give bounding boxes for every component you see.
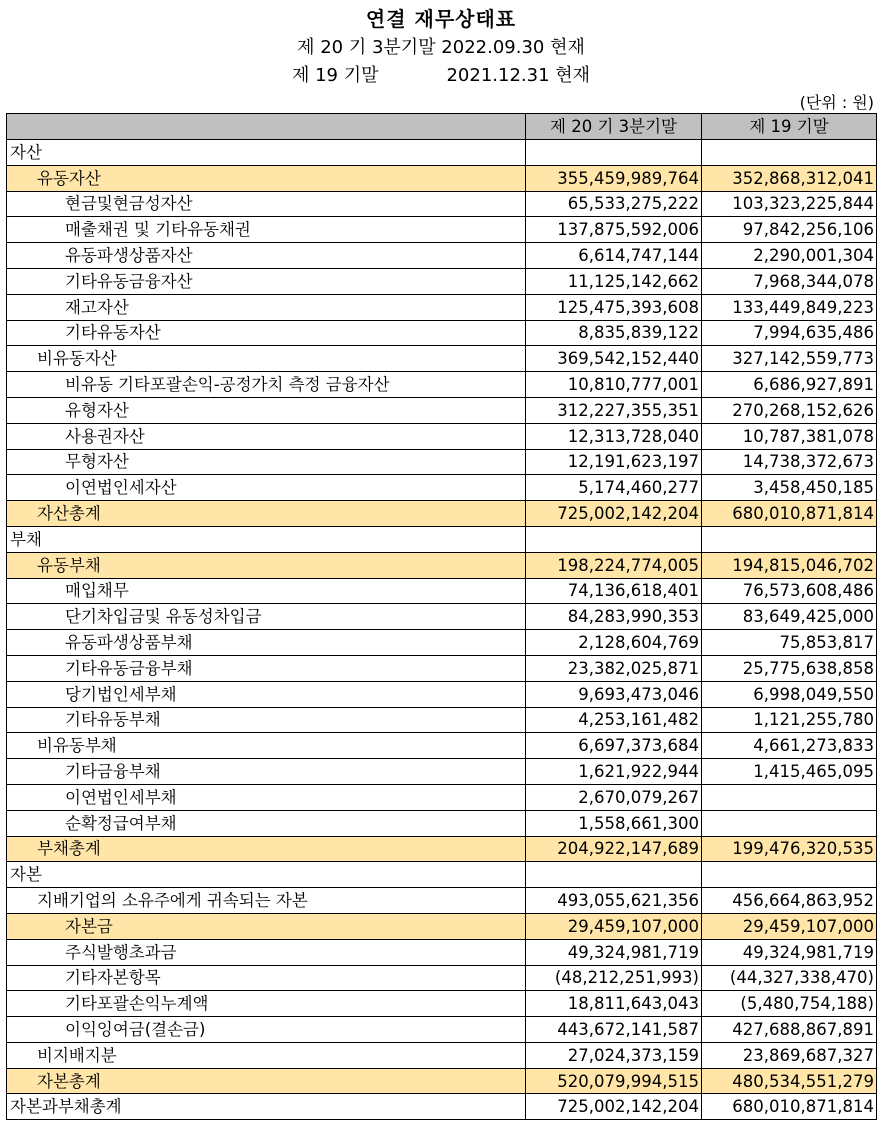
current-value-cell: 355,459,989,764 (526, 165, 702, 191)
table-row (7, 449, 877, 475)
previous-value-cell: 6,686,927,891 (702, 372, 877, 398)
current-value-cell: 369,542,152,440 (526, 346, 702, 372)
table-row (7, 268, 877, 294)
table-row (7, 991, 877, 1017)
previous-value-cell: 7,968,344,078 (702, 268, 877, 294)
previous-value-cell: 76,573,608,486 (702, 578, 877, 604)
current-value-cell: 198,224,774,005 (526, 552, 702, 578)
table-row (7, 836, 877, 862)
header-current-period: 제 20 기 3분기말 (526, 114, 702, 140)
previous-value-cell: 680,010,871,814 (702, 501, 877, 527)
current-value-cell (526, 526, 702, 552)
statement-title: 연결 재무상태표 (365, 7, 517, 31)
account-cell: 기타금융부채 (7, 759, 526, 785)
table-row (7, 397, 877, 423)
table-row (7, 423, 877, 449)
previous-value-cell: 25,775,638,858 (702, 655, 877, 681)
period-previous-date: 2021.12.31 현재 (446, 65, 591, 86)
previous-value-cell: 23,869,687,327 (702, 1042, 877, 1068)
account-cell: 매출채권 및 기타유동채권 (7, 217, 526, 243)
table-row (7, 655, 877, 681)
table-row (7, 217, 877, 243)
account-cell: 비유동 기타포괄손익-공정가치 측정 금융자산 (7, 372, 526, 398)
table-row (7, 372, 877, 398)
account-cell: 비지배지분 (7, 1042, 526, 1068)
table-row (7, 243, 877, 269)
account-cell: 지배기업의 소유주에게 귀속되는 자본 (7, 888, 526, 914)
account-cell: 자본과부채총계 (7, 1094, 526, 1120)
previous-value-cell: 7,994,635,486 (702, 320, 877, 346)
current-value-cell (526, 862, 702, 888)
current-value-cell: 1,558,661,300 (526, 810, 702, 836)
previous-value-cell: 456,664,863,952 (702, 888, 877, 914)
previous-value-cell: 270,268,152,626 (702, 397, 877, 423)
header-previous-period: 제 19 기말 (702, 114, 877, 140)
current-value-cell: 725,002,142,204 (526, 1094, 702, 1120)
previous-value-cell: 194,815,046,702 (702, 552, 877, 578)
table-row (7, 681, 877, 707)
table-row (7, 1068, 877, 1094)
balance-sheet-table (6, 113, 877, 1120)
account-cell: 유동파생상품자산 (7, 243, 526, 269)
current-value-cell: 312,227,355,351 (526, 397, 702, 423)
previous-value-cell: (5,480,754,188) (702, 991, 877, 1017)
previous-value-cell: 352,868,312,041 (702, 165, 877, 191)
account-cell: 매입채무 (7, 578, 526, 604)
previous-value-cell: 1,121,255,780 (702, 707, 877, 733)
previous-value-cell (702, 862, 877, 888)
current-value-cell: 204,922,147,689 (526, 836, 702, 862)
previous-value-cell (702, 526, 877, 552)
previous-value-cell: 327,142,559,773 (702, 346, 877, 372)
previous-value-cell: 1,415,465,095 (702, 759, 877, 785)
account-cell: 자산 (7, 140, 526, 166)
previous-value-cell (702, 810, 877, 836)
account-cell: 기타자본항목 (7, 965, 526, 991)
current-value-cell: 84,283,990,353 (526, 604, 702, 630)
current-value-cell: 2,128,604,769 (526, 630, 702, 656)
table-row (7, 526, 877, 552)
current-value-cell: 2,670,079,267 (526, 784, 702, 810)
current-value-cell: 5,174,460,277 (526, 475, 702, 501)
previous-value-cell: 3,458,450,185 (702, 475, 877, 501)
current-value-cell: 125,475,393,608 (526, 294, 702, 320)
previous-value-cell: 6,998,049,550 (702, 681, 877, 707)
account-cell: 사용권자산 (7, 423, 526, 449)
header-account (7, 114, 526, 140)
previous-value-cell: 680,010,871,814 (702, 1094, 877, 1120)
period-current: 제 20 기 3분기말 2022.09.30 현재 (297, 37, 585, 58)
current-value-cell: 6,614,747,144 (526, 243, 702, 269)
table-row (7, 501, 877, 527)
table-row (7, 1094, 877, 1120)
account-cell: 기타포괄손익누계액 (7, 991, 526, 1017)
table-row (7, 1017, 877, 1043)
table-row (7, 475, 877, 501)
current-value-cell: 725,002,142,204 (526, 501, 702, 527)
account-cell: 이연법인세자산 (7, 475, 526, 501)
current-value-cell: 443,672,141,587 (526, 1017, 702, 1043)
current-value-cell (526, 140, 702, 166)
table-row (7, 346, 877, 372)
account-cell: 유동파생상품부채 (7, 630, 526, 656)
table-header-row (7, 114, 877, 140)
account-cell: 자본금 (7, 913, 526, 939)
table-row (7, 862, 877, 888)
unit-label: (단위 : 원) (799, 93, 874, 112)
previous-value-cell: 10,787,381,078 (702, 423, 877, 449)
account-cell: 기타유동자산 (7, 320, 526, 346)
current-value-cell: 11,125,142,662 (526, 268, 702, 294)
current-value-cell: 10,810,777,001 (526, 372, 702, 398)
table-row (7, 552, 877, 578)
current-value-cell: 4,253,161,482 (526, 707, 702, 733)
account-cell: 이연법인세부채 (7, 784, 526, 810)
current-value-cell: 8,835,839,122 (526, 320, 702, 346)
current-value-cell: 493,055,621,356 (526, 888, 702, 914)
table-row (7, 810, 877, 836)
table-row (7, 604, 877, 630)
previous-value-cell: 199,476,320,535 (702, 836, 877, 862)
account-cell: 순확정급여부채 (7, 810, 526, 836)
table-row (7, 320, 877, 346)
account-cell: 주식발행초과금 (7, 939, 526, 965)
previous-value-cell: 103,323,225,844 (702, 191, 877, 217)
table-row (7, 759, 877, 785)
previous-value-cell: 14,738,372,673 (702, 449, 877, 475)
previous-value-cell: 29,459,107,000 (702, 913, 877, 939)
current-value-cell: 74,136,618,401 (526, 578, 702, 604)
table-row (7, 630, 877, 656)
previous-value-cell (702, 784, 877, 810)
account-cell: 기타유동부채 (7, 707, 526, 733)
table-row (7, 1042, 877, 1068)
previous-value-cell: 4,661,273,833 (702, 733, 877, 759)
account-cell: 부채총계 (7, 836, 526, 862)
account-cell: 이익잉여금(결손금) (7, 1017, 526, 1043)
account-cell: 비유동자산 (7, 346, 526, 372)
current-value-cell: 23,382,025,871 (526, 655, 702, 681)
account-cell: 부채 (7, 526, 526, 552)
previous-value-cell: 480,534,551,279 (702, 1068, 877, 1094)
account-cell: 기타유동금융부채 (7, 655, 526, 681)
account-cell: 자산총계 (7, 501, 526, 527)
table-row (7, 191, 877, 217)
previous-value-cell: 83,649,425,000 (702, 604, 877, 630)
table-row (7, 294, 877, 320)
current-value-cell: 520,079,994,515 (526, 1068, 702, 1094)
account-cell: 기타유동금융자산 (7, 268, 526, 294)
account-cell: 유형자산 (7, 397, 526, 423)
account-cell: 재고자산 (7, 294, 526, 320)
account-cell: 단기차입금및 유동성차입금 (7, 604, 526, 630)
account-cell: 유동부채 (7, 552, 526, 578)
table-row (7, 578, 877, 604)
current-value-cell: 6,697,373,684 (526, 733, 702, 759)
account-cell: 현금및현금성자산 (7, 191, 526, 217)
period-previous (0, 61, 882, 87)
previous-value-cell: 49,324,981,719 (702, 939, 877, 965)
current-value-cell: 65,533,275,222 (526, 191, 702, 217)
table-row (7, 165, 877, 191)
table-row (7, 965, 877, 991)
account-cell: 비유동부채 (7, 733, 526, 759)
current-value-cell: 12,191,623,197 (526, 449, 702, 475)
table-row (7, 140, 877, 166)
previous-value-cell (702, 140, 877, 166)
table-row (7, 939, 877, 965)
current-value-cell: 49,324,981,719 (526, 939, 702, 965)
account-cell: 무형자산 (7, 449, 526, 475)
previous-value-cell: (44,327,338,470) (702, 965, 877, 991)
current-value-cell: 29,459,107,000 (526, 913, 702, 939)
current-value-cell: 12,313,728,040 (526, 423, 702, 449)
previous-value-cell: 2,290,001,304 (702, 243, 877, 269)
account-cell: 자본총계 (7, 1068, 526, 1094)
current-value-cell: (48,212,251,993) (526, 965, 702, 991)
current-value-cell: 137,875,592,006 (526, 217, 702, 243)
account-cell: 자본 (7, 862, 526, 888)
account-cell: 유동자산 (7, 165, 526, 191)
current-value-cell: 9,693,473,046 (526, 681, 702, 707)
current-value-cell: 1,621,922,944 (526, 759, 702, 785)
table-row (7, 784, 877, 810)
table-row (7, 913, 877, 939)
previous-value-cell: 75,853,817 (702, 630, 877, 656)
current-value-cell: 27,024,373,159 (526, 1042, 702, 1068)
previous-value-cell: 97,842,256,106 (702, 217, 877, 243)
table-row (7, 707, 877, 733)
account-cell: 당기법인세부채 (7, 681, 526, 707)
previous-value-cell: 133,449,849,223 (702, 294, 877, 320)
current-value-cell: 18,811,643,043 (526, 991, 702, 1017)
period-previous-label: 제 19 기말 (291, 65, 379, 86)
table-row (7, 733, 877, 759)
table-row (7, 888, 877, 914)
previous-value-cell: 427,688,867,891 (702, 1017, 877, 1043)
